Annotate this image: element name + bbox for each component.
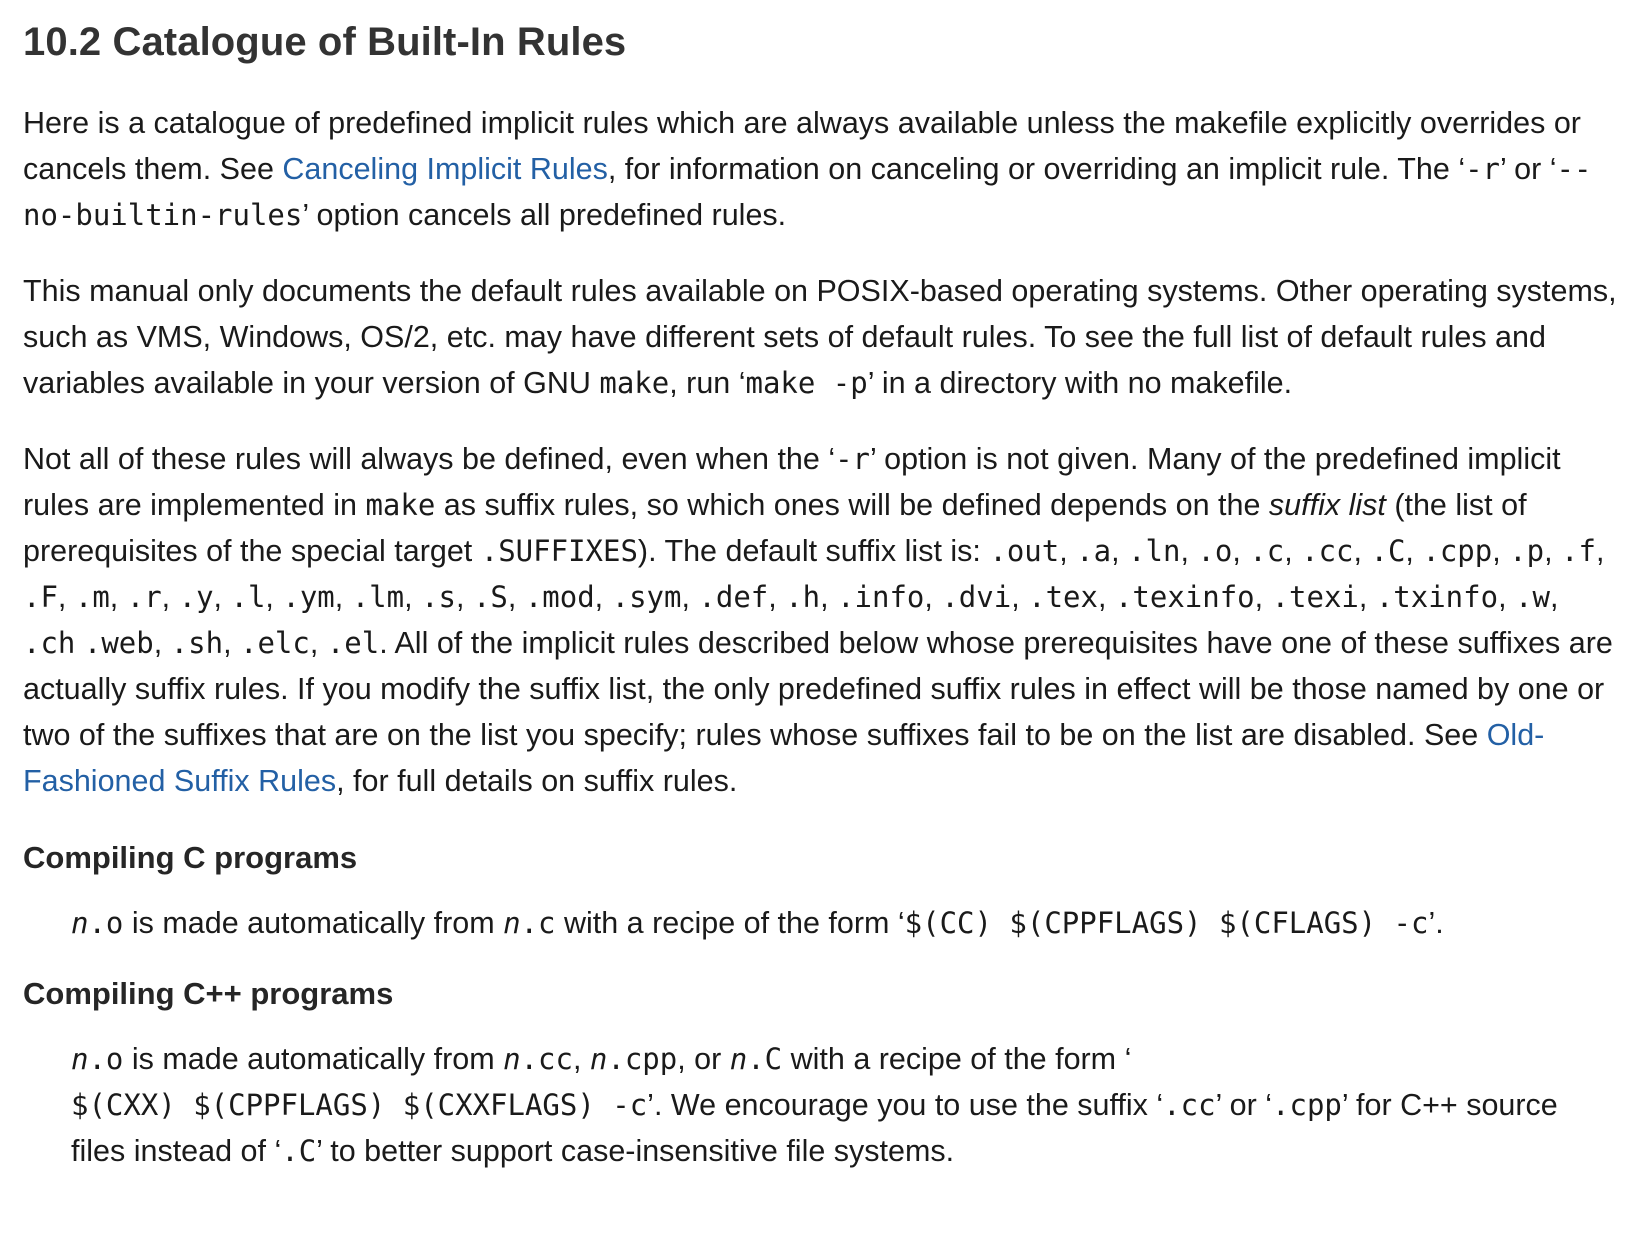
var-n: n [503, 906, 521, 940]
suffix-item: .ln [1128, 534, 1181, 568]
suffix-item: .o [1197, 534, 1233, 568]
suffix-item: .s [421, 580, 456, 614]
suffix-list-term: suffix list [1268, 488, 1386, 522]
make-p-code: make -p [745, 366, 868, 400]
suffix-item: .texi [1271, 580, 1359, 614]
suffixes-target-code: .SUFFIXES [480, 534, 638, 568]
suffix-item: .S [472, 580, 508, 614]
suffix-item: .a [1076, 534, 1112, 568]
suffix-item: .ch [23, 626, 76, 660]
suffix-item: .ym [282, 580, 335, 614]
var-n: n [71, 906, 89, 940]
intro-paragraph: Here is a catalogue of predefined implicit rules which are always available unless the makefile explicitly overrides or cancels them. See Canceling Implicit Rules, for information on canceling or overriding an implicit rule. The ‘-r’ or ‘--no-builtin-rules’ option cancels all predefined rules. [23, 106, 1592, 232]
var-n: n [729, 1042, 748, 1076]
compiling-c-description: n.o is made automatically from n.c with a recipe of the form ‘$(CC) $(CPPFLAGS) $(CFLAGS) -c’. [71, 906, 1444, 940]
make-code: make [365, 488, 436, 522]
compiling-cpp-heading: Compiling C++ programs [23, 976, 394, 1011]
suffix-item: .cc [1301, 534, 1354, 568]
suffix-item: .mod [524, 580, 595, 614]
suffix-paragraph: Not all of these rules will always be defined, even when the ‘-r’ option is not given. Many of the predefined implicit rules are implemented in make as suffix rules, so which ones will be defined depends on the suffix list (the list of prerequisites of the special target .SUFFIXES). The default suffix list is: .out, .a, .ln, .o, .c, .cc, .C, .cpp, .p, .f, .F, .m, .r, .y, .l, .ym, .lm, .s, .S, .mod, .sym, .def, .h, .info, .dvi, .tex, .texinfo, .texi, .txinfo, .w, .ch .web, .sh, .elc, .el. All of the implicit rules described below whose prerequisites have one of these suffixes are actually suffix rules. If you modify the suffix list, the only predefined suffix rules in effect will be those named by one or two of the suffixes that are on the list you specify; rules whose suffixes fail to be on the list are disabled. See Old-Fashioned Suffix Rules, for full details on suffix rules. [23, 442, 1613, 798]
section-title: 10.2 Catalogue of Built-In Rules [23, 20, 627, 64]
suffix-item: .p [1509, 534, 1545, 568]
suffix-item: .lm [351, 580, 405, 614]
suffix-item: .out [989, 534, 1060, 568]
canceling-implicit-rules-link[interactable]: Canceling Implicit Rules [282, 152, 608, 186]
default-suffix-list: .out, .a, .ln, .o, .c, .cc, .C, .cpp, .p, .f, .F, .m, .r, .y, .l, .ym, .lm, .s, .S, .mod, .sym, .def, .h, .info, .dvi, .tex, .texinfo, .texi, .txinfo, .w, .ch .web, .sh, .elc, .el [23, 534, 1605, 660]
var-n: n [503, 1042, 521, 1076]
posix-paragraph: This manual only documents the default rules available on POSIX-based operating systems. Other operating systems, such as VMS, Windows, OS/2, etc. may have different sets of default rules. To see the full list of default rules and variables available in your version of GNU make, run ‘make -p’ in a directory with no makefile. [23, 274, 1617, 400]
suffix-item: .cpp [1422, 534, 1493, 568]
compiling-c-heading: Compiling C programs [23, 840, 358, 875]
suffix-item: .web [83, 626, 154, 660]
make-code: make [599, 366, 670, 400]
suffix-item: .sym [611, 580, 682, 614]
compiling-cpp-description: n.o is made automatically from n.cc, n.cpp, or n.C with a recipe of the form ‘ $(CXX) $(CPPFLAGS) $(CXXFLAGS) -c’. We encourage you to use the suffix ‘.cc’ or ‘.cpp’ for C++ source files instead of ‘.C’ to better support case-insensitive file systems. [71, 1042, 1558, 1168]
var-n: n [71, 1042, 89, 1076]
suffix-item: .dvi [941, 580, 1012, 614]
var-n: n [589, 1042, 608, 1076]
suffix-item: .l [230, 580, 266, 614]
old-fashioned-suffix-rules-link[interactable]: Old-Fashioned Suffix Rules [23, 718, 1545, 798]
suffix-item: .f [1561, 534, 1596, 568]
suffix-item: .F [23, 580, 58, 614]
suffix-item: .sh [170, 626, 224, 660]
suffix-item: .y [178, 580, 214, 614]
option-r-code: -r [835, 442, 871, 476]
suffix-item: .texinfo [1114, 580, 1255, 614]
suffix-item: .elc [240, 626, 310, 660]
option-no-builtin-rules-code: --no-builtin-rules [23, 152, 1592, 232]
suffix-item: .r [126, 580, 162, 614]
suffix-item: .w [1515, 580, 1550, 614]
option-r-code: -r [1465, 152, 1501, 186]
suffix-item: .def [698, 580, 769, 614]
c-recipe-code: $(CC) $(CPPFLAGS) $(CFLAGS) -c [904, 906, 1429, 940]
suffix-item: .tex [1028, 580, 1098, 614]
suffix-item: .txinfo [1375, 580, 1499, 614]
suffix-item: .info [837, 580, 925, 614]
suffix-item: .m [74, 580, 110, 614]
cpp-recipe-code: $(CXX) $(CPPFLAGS) $(CXXFLAGS) -c [71, 1088, 648, 1122]
suffix-item: .el [326, 626, 380, 660]
suffix-item: .C [1370, 534, 1406, 568]
suffix-item: .c [1249, 534, 1285, 568]
suffix-item: .h [785, 580, 821, 614]
